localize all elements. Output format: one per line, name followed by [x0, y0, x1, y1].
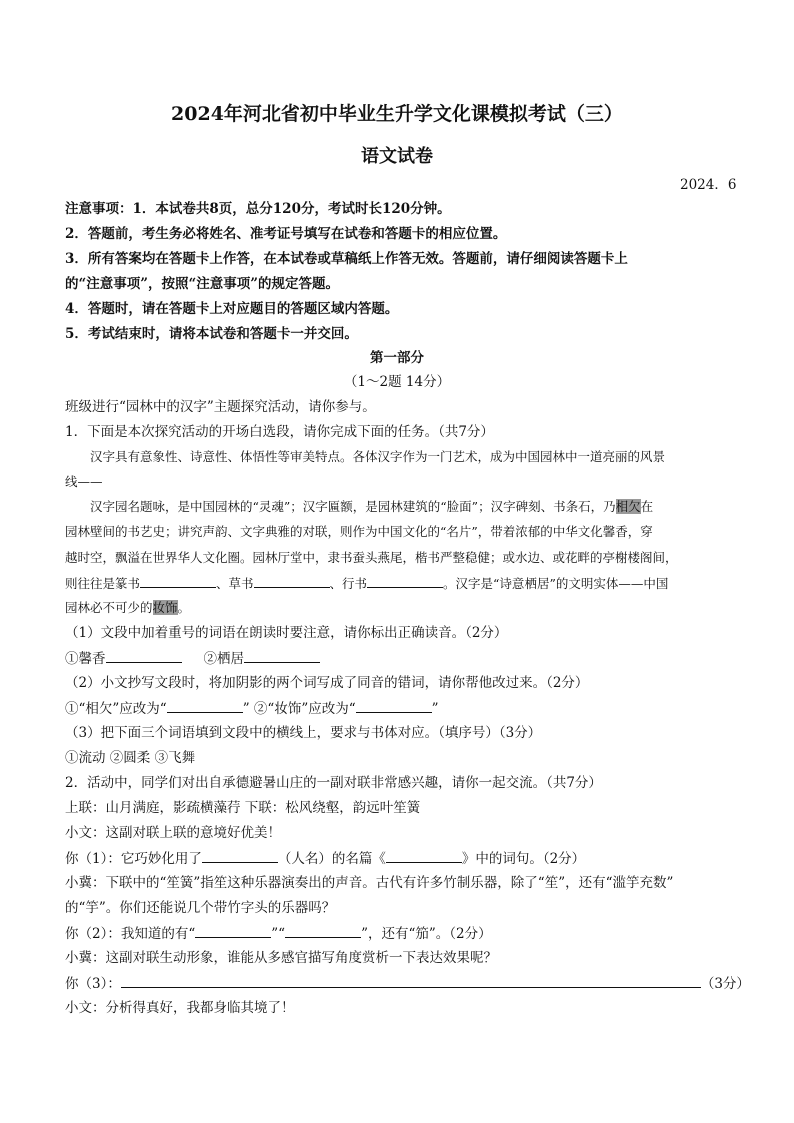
passage-line: 园林必不可少的妆饰。 [65, 600, 191, 615]
dialogue-line: 小冀：下联中的“笙簧”指笙这种乐器演奏出的声音。古代有许多竹制乐器，除了“笙”，还有“滥竽充数” [65, 875, 674, 891]
section-score: （1～2题 14分） [343, 374, 451, 390]
passage-line: 汉字具有意象性、诗意性、体悟性等审美特点。各体汉字作为一门艺术，成为中国园林中一道亮丽的风景 [90, 449, 666, 464]
answer-line: ①“相欠”应改为“ ” ②“妆饰”应改为“ ” [65, 698, 439, 719]
dialogue-line: 的“竽”。你们还能说几个带竹字头的乐器吗？ [65, 900, 336, 916]
passage-line: 园林壁间的书艺史；讲究声韵、文字典雅的对联，则作为中国文化的“名片”，带着浓郁的中华文化馨香，穿 [65, 524, 653, 539]
notice-line-1: 注意事项：1．本试卷共8页，总分120分，考试时长120分钟。 [65, 201, 451, 217]
answer-blank[interactable] [386, 848, 462, 863]
answer-blank[interactable] [106, 648, 182, 663]
activity-intro: 班级进行“园林中的汉字”主题探究活动，请你参与。 [65, 399, 376, 415]
answer-blank[interactable] [195, 923, 271, 938]
answer-blank[interactable] [285, 923, 361, 938]
question-1-stem: 1．下面是本次探究活动的开场白选段，请你完成下面的任务。（共7分） [65, 424, 494, 440]
notice-line-2: 2．答题前，考生务必将姓名、准考证号填写在试卷和答题卡的相应位置。 [65, 226, 507, 242]
answer-blank[interactable] [356, 698, 432, 713]
answer-blank[interactable] [367, 573, 443, 588]
sub-question: （2）小文抄写文段时，将加阴影的两个词写成了同音的错词，请你帮他改过来。（2分） [65, 675, 589, 691]
notice-line-4: 的“注意事项”，按照“注意事项”的规定答题。 [65, 276, 340, 292]
answer-line: ①馨香 ②栖居 [65, 648, 320, 669]
answer-line: 你（3）： （3分） [65, 973, 750, 994]
passage-line: 则往往是篆书 、草书 、行书 。汉字是“诗意栖居”的文明实体——中国 [65, 573, 668, 594]
shaded-word: 相欠 [615, 499, 641, 514]
answer-blank[interactable] [167, 698, 243, 713]
exam-date: 2024．6 [680, 177, 737, 193]
options-line: ①流动 ②圆柔 ③飞舞 [65, 750, 196, 766]
dialogue-line: 小文：分析得真好，我都身临其境了！ [65, 1000, 295, 1016]
passage-line: 汉字园名题咏，是中国园林的“灵魂”；汉字匾额，是园林建筑的“脸面”；汉字碑刻、书条石，乃相欠在 [90, 499, 654, 514]
question-2-stem: 2．活动中，同学们对出自承德避暑山庄的一副对联非常感兴趣，请你一起交流。（共7分） [65, 775, 602, 791]
answer-blank[interactable] [254, 573, 330, 588]
answer-line: 你（2）：我知道的有“ ”“ ”，还有“笳”。（2分） [65, 923, 492, 944]
passage-line: 线—— [65, 474, 103, 489]
shaded-word: 妆饰 [152, 600, 178, 615]
answer-blank[interactable] [121, 973, 701, 988]
paper-subtitle: 语文试卷 [361, 146, 433, 167]
couplet: 上联：山月满庭，影疏横藻荇 下联：松风绕壑，韵远叶笙簧 [65, 800, 421, 816]
section-heading: 第一部分 [370, 350, 424, 366]
notice-line-6: 5．考试结束时，请将本试卷和答题卡一并交回。 [65, 326, 358, 342]
sub-question: （3）把下面三个词语填到文段中的横线上，要求与书体对应。（填序号）（3分） [65, 725, 542, 741]
answer-blank[interactable] [202, 848, 278, 863]
answer-line: 你（1）：它巧妙化用了 （人名）的名篇《 》中的词句。（2分） [65, 848, 585, 869]
dialogue-line: 小文：这副对联上联的意境好优美！ [65, 825, 281, 841]
exam-title: 2024年河北省初中毕业生升学文化课模拟考试（三） [171, 103, 623, 125]
notice-line-5: 4．答题时，请在答题卡上对应题目的答题区域内答题。 [65, 301, 399, 317]
notice-line-3: 3．所有答案均在答题卡上作答，在本试卷或草稿纸上作答无效。答题前，请仔细阅读答题卡上 [65, 251, 628, 267]
sub-question: （1）文段中加着重号的词语在朗读时要注意，请你标出正确读音。（2分） [65, 625, 508, 641]
dialogue-line: 小冀：这副对联生动形象，谁能从多感官描写角度赏析一下表达效果呢？ [65, 950, 497, 966]
answer-blank[interactable] [140, 573, 216, 588]
passage-line: 越时空，飘溢在世界华人文化圈。园林厅堂中，隶书蚕头燕尾，楷书严整稳健；或水边、或花畔的亭榭楼阁间， [65, 550, 678, 565]
answer-blank[interactable] [244, 648, 320, 663]
